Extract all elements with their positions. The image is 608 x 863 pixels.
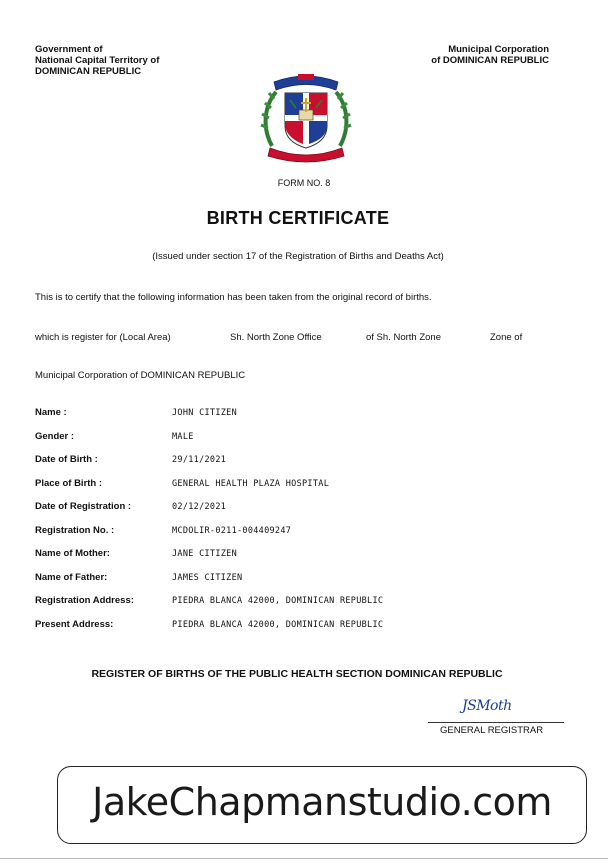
field-value: MALE: [172, 431, 194, 442]
field-label: Present Address:: [35, 618, 114, 630]
field-label: Date of Birth :: [35, 454, 98, 465]
field-label: Registration Address:: [35, 595, 134, 606]
field-label: Date of Registration :: [35, 501, 132, 512]
field-label: Name of Mother:: [35, 548, 110, 559]
watermark-box: [57, 766, 587, 844]
form-number: FORM NO. 8: [277, 178, 331, 188]
signature-line: [428, 722, 564, 723]
registrar-title: GENERAL REGISTRAR: [440, 725, 544, 736]
header-left-line: National Capital Territory of: [35, 55, 160, 66]
certify-statement: This is to certify that the following information has been taken from the original record of births.: [35, 292, 432, 303]
header-left-line: DOMINICAN REPUBLIC: [35, 66, 142, 77]
field-value: JOHN CITIZEN: [172, 408, 238, 418]
local-area-zone-of: Zone of: [490, 332, 523, 343]
coat-of-arms-icon: [258, 68, 354, 164]
register-heading: REGISTER OF BIRTHS OF THE PUBLIC HEALTH SECTION DOMINICAN REPUBLIC: [91, 668, 503, 680]
field-value: GENERAL HEALTH PLAZA HOSPITAL: [172, 478, 330, 489]
municipal-corporation-line: Municipal Corporation of DOMINICAN REPUBLIC: [35, 370, 246, 381]
issued-under-note: (Issued under section 17 of the Registration of Births and Deaths Act): [152, 251, 444, 262]
header-left-line: Government of: [35, 44, 103, 55]
field-label: Gender :: [35, 430, 75, 442]
field-value: MCDOLIR-0211-004409247: [172, 525, 292, 536]
page-bottom-rule: [0, 858, 608, 859]
local-area-zone: of Sh. North Zone: [366, 332, 441, 343]
local-area-office: Sh. North Zone Office: [230, 332, 322, 343]
field-value: PIEDRA BLANCA 42000, DOMINICAN REPUBLIC: [172, 596, 384, 606]
header-left: [35, 44, 159, 77]
field-value: JAMES CITIZEN: [172, 572, 243, 583]
watermark-text: JakeChapmanstudio.com: [92, 780, 552, 824]
field-value: PIEDRA BLANCA 42000, DOMINICAN REPUBLIC: [172, 619, 384, 630]
field-label: Name :: [35, 407, 67, 418]
document-title: BIRTH CERTIFICATE: [206, 208, 390, 228]
local-area-label: which is register for (Local Area): [35, 332, 171, 343]
field-value: JANE CITIZEN: [172, 549, 238, 559]
header-right: [431, 44, 549, 66]
header-right-line: of DOMINICAN REPUBLIC: [431, 55, 549, 66]
header-right-line: Municipal Corporation: [448, 44, 549, 55]
field-label: Registration No. :: [35, 524, 115, 536]
field-label: Place of Birth :: [35, 477, 103, 489]
field-label: Name of Father:: [35, 571, 108, 583]
registrar-signature: JSMoth: [462, 698, 512, 714]
field-value: 02/12/2021: [172, 502, 227, 512]
field-value: 29/11/2021: [172, 455, 227, 465]
